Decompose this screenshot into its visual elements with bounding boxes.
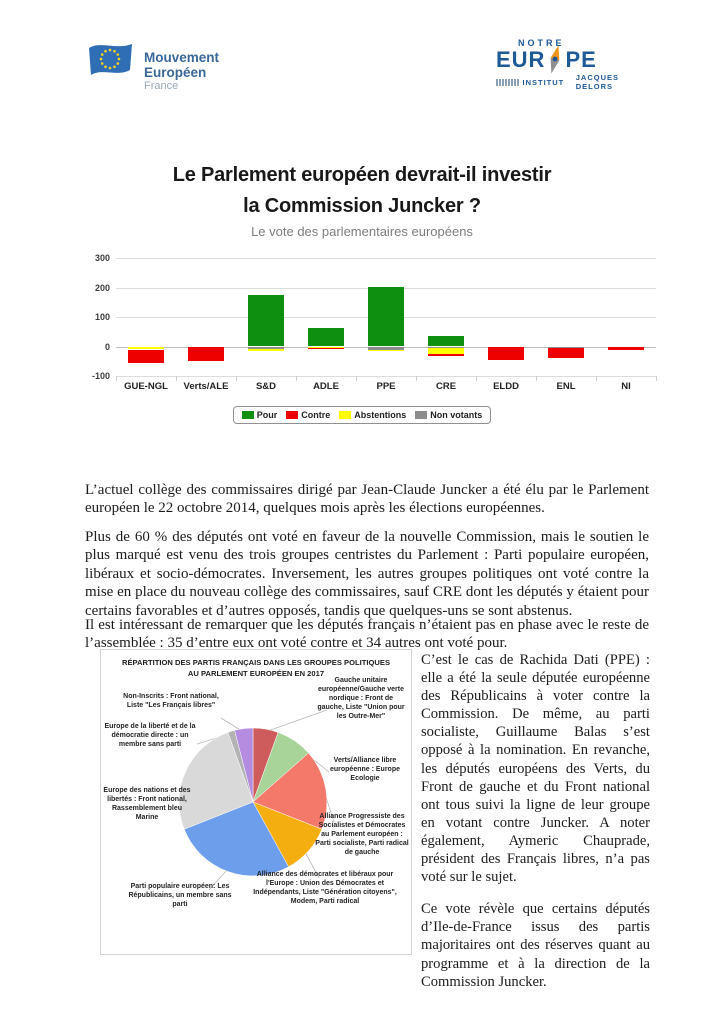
y-tick-label: 200 (94, 282, 110, 293)
logo-line-mouvement: Mouvement (144, 50, 220, 65)
legend-item (339, 410, 406, 420)
bar-category-axis (116, 381, 656, 392)
pie-label-verts-ale: Verts/Alliance libre européenne : Europe Ecologie (329, 757, 400, 783)
pie-label-adle: Alliance des démocrates et libéraux pour l'Europe : Union des Démocrates et Indépendants, Liste "Génération citoyens", Modem, Parti radical (253, 871, 397, 906)
mouvement-europeen-logo (85, 42, 219, 93)
pie-label-enl: Europe des nations et des libertés : Front national, Rassemblement bleu Marine (103, 787, 191, 822)
paragraph-1: L’actuel collège des commissaires dirigé par Jean-Claude Juncker a été élu par le Parlement européen le 22 octobre 2014, quelques mois après les élections européennes. (85, 482, 649, 517)
legend-swatch (415, 411, 427, 419)
compass-needle-icon (546, 47, 564, 73)
paragraph-3: Il est intéressant de remarquer que les députés français n’étaient pas en phase avec le reste de l’assemblée : 35 d’entre eux ont voté contre et 34 autres ont voté pour. (85, 617, 649, 652)
bar-segment-pour (308, 328, 344, 347)
notre-europe-logo (496, 38, 656, 91)
y-tick-label: 100 (94, 312, 110, 322)
bar-plot (116, 258, 656, 376)
logo-line-europeen: Européen (144, 65, 207, 81)
logo-line-france: France (144, 80, 179, 93)
page-title (0, 160, 724, 222)
gridline (116, 376, 656, 377)
page-title-line2: la Commission Juncker ? (243, 195, 481, 217)
legend-item (415, 410, 482, 420)
bar-segment-pour (368, 287, 404, 347)
category-label: NI (621, 381, 631, 392)
y-tick-label: -100 (91, 371, 110, 381)
bar-segment-contre (308, 348, 344, 349)
legend-label: Contre (301, 410, 331, 420)
category-label: ELDD (493, 381, 519, 392)
page-subtitle: Le vote des parlementaires européens (251, 224, 473, 239)
legend-swatch (242, 411, 254, 419)
legend-swatch (339, 411, 351, 419)
bar-legend (233, 406, 492, 424)
category-label: ADLE (313, 381, 339, 392)
institut-label: INSTITUT (522, 77, 565, 87)
page-title-line1: Le Parlement européen devrait-il investir (172, 164, 552, 186)
pie-label-sd: Alliance Progressiste des Socialistes et Démocrates au Parlement européen : Parti socialiste, Parti radical de gauche (315, 813, 409, 857)
mouvement-europeen-wordmark (144, 42, 219, 93)
jacques-delors-label: JACQUES DELORS (575, 73, 620, 91)
x-axis-tick (656, 376, 657, 381)
gridline (116, 258, 656, 259)
category-label: PPE (376, 381, 396, 392)
bar-legend-wrap (0, 406, 724, 424)
category-label: CRE (435, 381, 457, 392)
legend-label: Abstentions (354, 410, 407, 420)
pie-label-ppe: Parti populaire européen: Les Républicains, un membre sans parti (128, 883, 232, 909)
europe-wordmark-right: PE (565, 47, 597, 72)
category-label: ENL (556, 381, 576, 392)
eu-flag-icon (85, 42, 135, 85)
pie-chart-title: RÉPARTITION DES PARTIS FRANÇAIS DANS LES GROUPES POLITIQUES AU PARLEMENT EUROPÉEN EN 2017 (121, 658, 391, 678)
bar-segment-abstentions (368, 350, 404, 352)
notre-label: NOTRE (518, 38, 565, 48)
legend-item (242, 410, 278, 420)
paragraph-2: Plus de 60 % des députés ont voté en faveur de la nouvelle Commission, mais le soutien le plus marqué est venu des trois groupes centristes du Parlement : Parti populaire européen, libéraux et socio-démocrates. Inversement, les autres groupes politiques ont voté contre la mise en place du nouveau collège des commissaires, sauf CRE dont les députés y étaient pour certains favorables et d’autres opposés, tandis que quelques-uns se sont abstenus. (85, 529, 649, 619)
bar-segment-contre (188, 347, 224, 360)
bar-segment-contre (548, 348, 584, 358)
tick-marks-icon (496, 79, 519, 86)
bar-segment-contre (428, 354, 464, 356)
right-column (421, 651, 650, 1005)
vote-bar-chart (82, 254, 662, 406)
category-label: GUE-NGL (124, 381, 168, 392)
bar-segment-pour (248, 295, 284, 347)
bar-segment-pour (428, 336, 464, 347)
pie-label-gue-ngl: Gauche unitaire européenne/Gauche verte nordique : Front de gauche, Liste "Union pour les Outre-Mer" (317, 677, 405, 721)
pie-label-eldd: Europe de la liberté et de la démocratie directe : un membre sans parti (104, 723, 196, 749)
legend-swatch (286, 411, 298, 419)
institut-line (496, 73, 656, 91)
legend-label: Pour (256, 410, 278, 420)
category-label: Verts/ALE (183, 381, 229, 392)
europe-wordmark-left: EUR (496, 47, 546, 72)
y-tick-label: 300 (94, 253, 110, 263)
europe-wordmark (496, 47, 656, 73)
bar-segment-contre (128, 350, 164, 363)
right-paragraph-2: Ce vote révèle que certains députés d’Ile-de-France issus des partis majoritaires ont des réserves quant au programme et à la direction de la Commission Juncker. (421, 901, 650, 990)
y-tick-label: 0 (104, 341, 110, 352)
bar-segment-contre (608, 347, 644, 350)
legend-item (286, 410, 330, 420)
bar-segment-abstentions (248, 349, 284, 351)
right-paragraph-1: C’est le cas de Rachida Dati (PPE) : elle a été la seule députée européenne des Républicains à voter contre la Commission. De même, au parti socialiste, Guillaume Balas s’est opposé à la nomination. En revanche, les députés européens des Verts, du Front de gauche et du Front national ont tous suivi la ligne de leur groupe en votant contre Juncker. A noter également, Aymeric Chauprade, président des Français libres, n’a pas voté sur le sujet. (421, 652, 650, 886)
pie-label-non-inscrits: Non-Inscrits : Front national, Liste "Les Français libres" (123, 693, 219, 710)
bar-segment-contre (488, 347, 524, 360)
category-label: S&D (255, 381, 277, 392)
pie-chart-box (100, 649, 412, 955)
legend-label: Non votants (430, 410, 483, 420)
